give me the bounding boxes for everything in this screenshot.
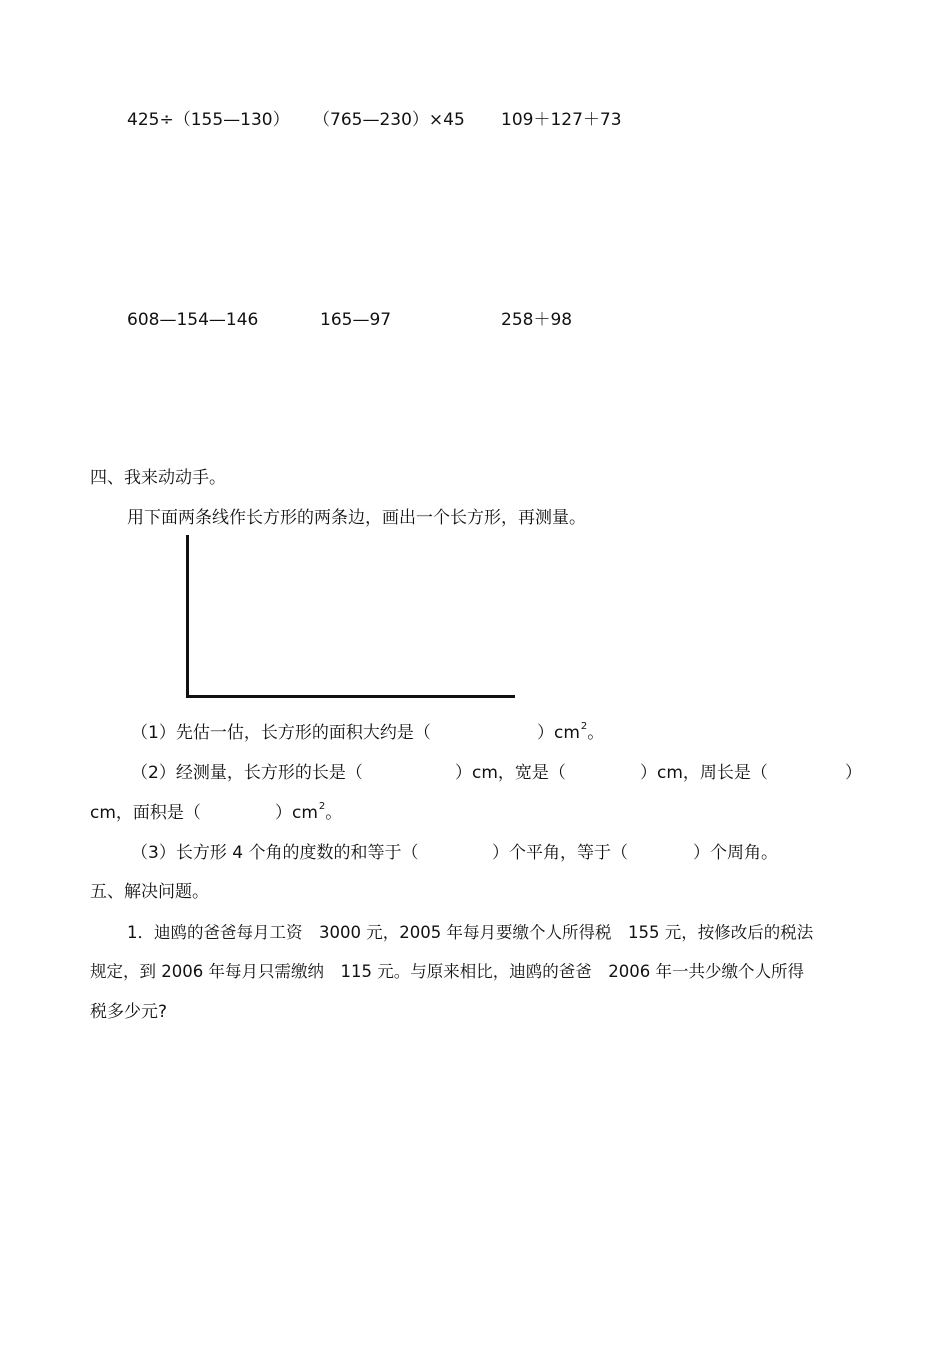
calc-expression: 258＋98: [501, 310, 573, 330]
question-3-flat-angle: ）个平角，等于（: [492, 843, 628, 863]
question-2-close-paren: ）: [845, 763, 862, 783]
calc-expression: 165—97: [320, 310, 392, 330]
calc-expression: 608—154—146: [127, 310, 259, 330]
question-2-width: ）cm，宽是（: [455, 763, 566, 783]
question-3-full-angle: ）个周角。: [693, 843, 778, 863]
question-2-length: （2）经测量，长方形的长是（: [131, 763, 363, 783]
question-2-area: cm，面积是（: [90, 803, 201, 823]
calc-expression: 109＋127＋73: [501, 110, 622, 130]
question-1-unit: ）$cm^2$。: [537, 721, 605, 743]
question-2-perimeter: ）cm，周长是（: [640, 763, 768, 783]
problem-1-line-2: 规定，到 2006 年每月只需缴纳 115 元。与原来相比，迪鸥的爸爸 2006 年一共少缴个人所得: [90, 962, 804, 981]
problem-1-line-3: 税多少元?: [90, 1002, 168, 1022]
vertical-side-line: [186, 535, 189, 698]
horizontal-side-line: [186, 695, 515, 698]
calc-expression: 425÷（155—130）: [127, 110, 290, 130]
question-2-area-unit: ）$cm^2$。: [275, 801, 343, 823]
instruction-text: 用下面两条线作长方形的两条边，画出一个长方形，再测量。: [127, 508, 586, 528]
calc-expression: （765—230）×45: [313, 110, 465, 130]
question-1-text: （1）先估一估，长方形的面积大约是（: [131, 723, 431, 743]
section-heading: 五、解决问题。: [90, 882, 209, 902]
question-3-sum: （3）长方形 4 个角的度数的和等于（: [131, 843, 419, 863]
section-heading: 四、我来动动手。: [90, 468, 226, 488]
problem-1-line-1: 1．迪鸥的爸爸每月工资 3000 元，2005 年每月要缴个人所得税 155 元，按修改后的税法: [127, 923, 814, 942]
